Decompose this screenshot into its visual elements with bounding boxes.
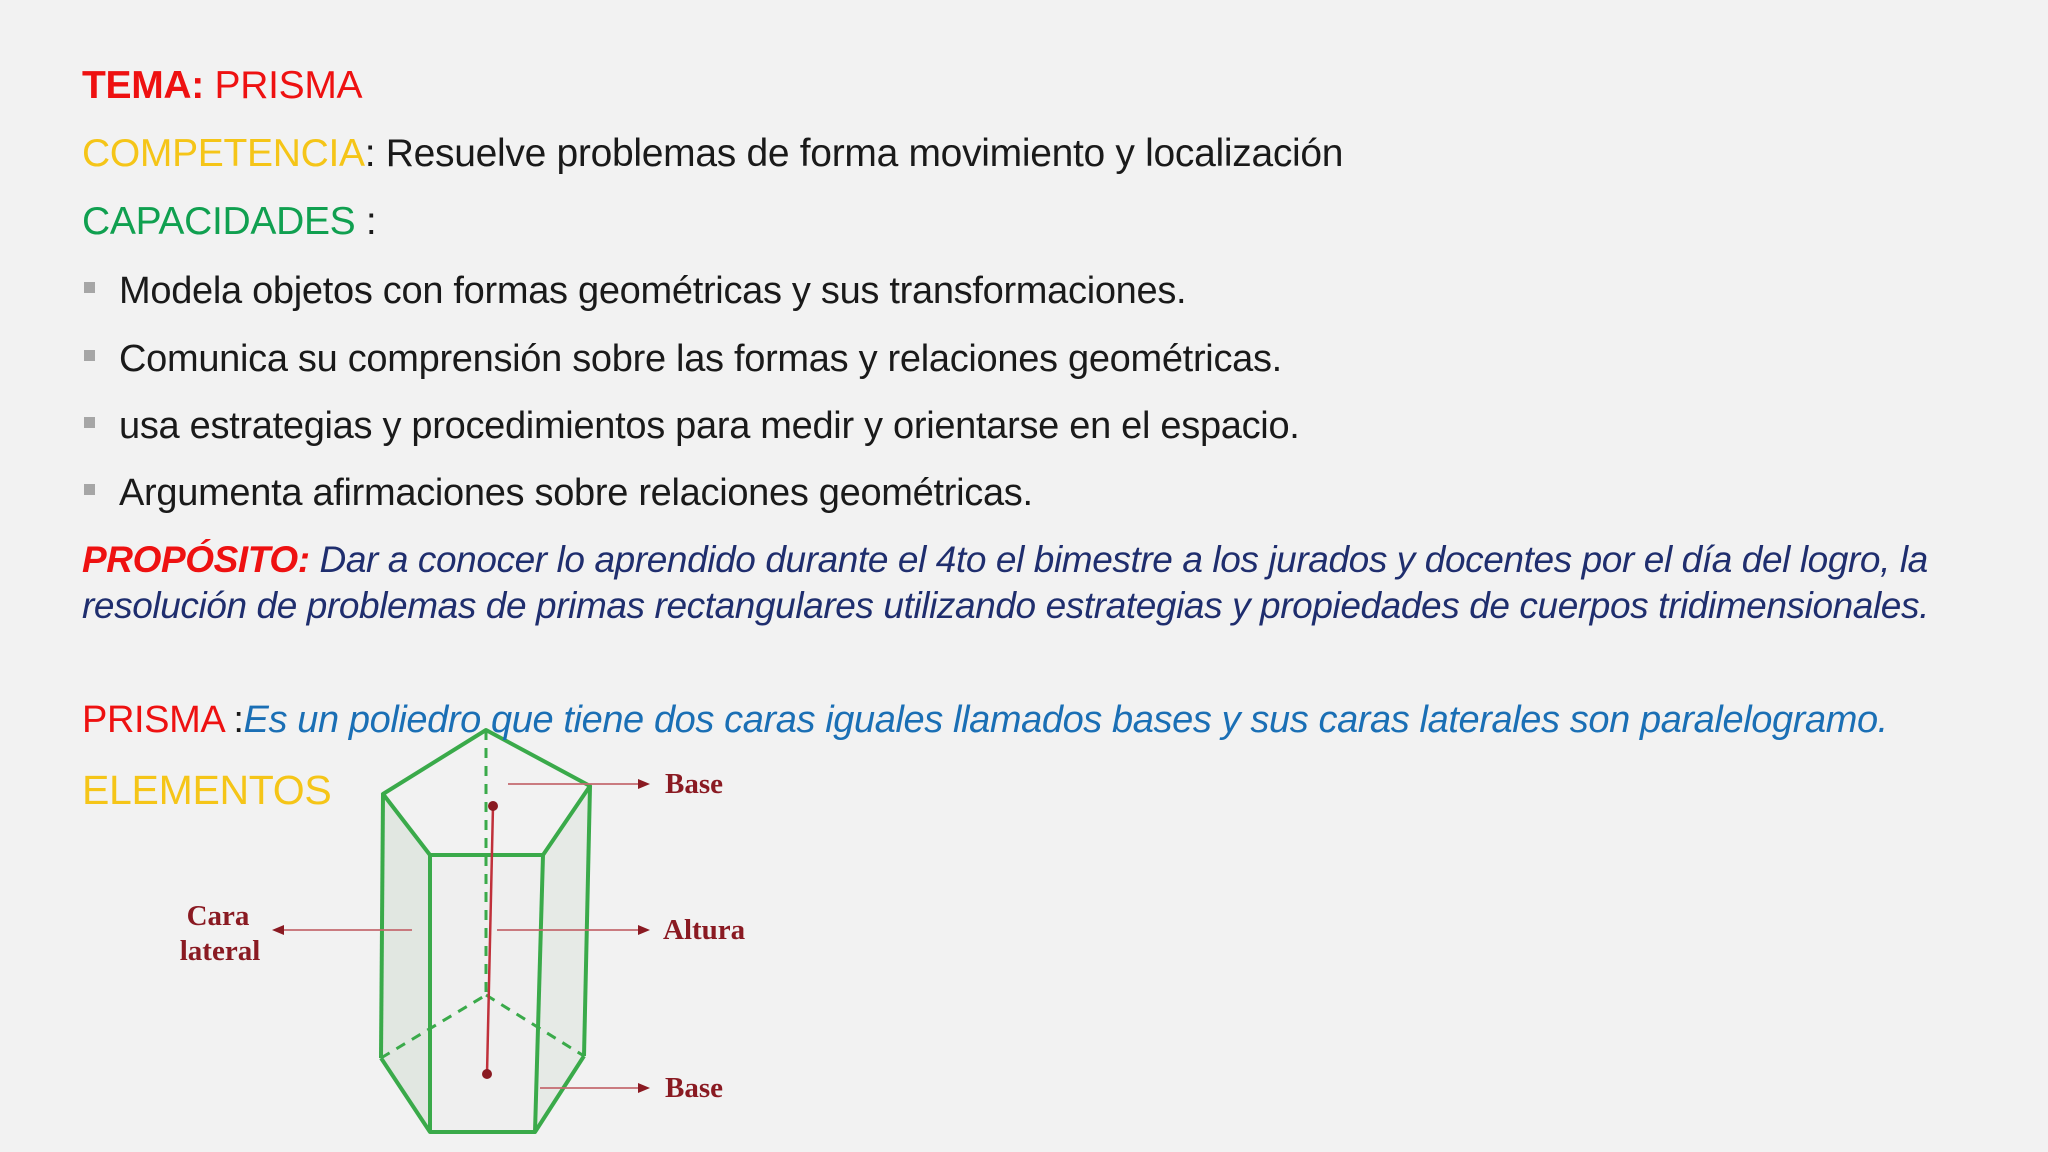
- proposito-paragraph: [82, 537, 1982, 629]
- competencia-label: COMPETENCIA: [82, 132, 365, 175]
- label-base-bottom: Base: [665, 1072, 723, 1104]
- tema-label: TEMA:: [82, 64, 204, 107]
- capacidad-text: usa estrategias y procedimientos para medir y orientarse en el espacio.: [119, 405, 1300, 447]
- right-face-shade: [535, 786, 590, 1132]
- prisma-definition-line: [82, 697, 1888, 743]
- arrow-right-icon: [638, 925, 650, 935]
- arrow-right-icon: [638, 1083, 650, 1093]
- capacidad-item-2: [82, 336, 1282, 382]
- proposito-label: PROPÓSITO:: [82, 539, 310, 580]
- capacidad-text: Argumenta afirmaciones sobre relaciones geométricas.: [119, 472, 1033, 514]
- square-bullet-icon: [84, 282, 95, 293]
- capacidades-label: CAPACIDADES: [82, 200, 356, 243]
- square-bullet-icon: [84, 484, 95, 495]
- capacidad-text: Modela objetos con formas geométricas y sus transformaciones.: [119, 270, 1187, 312]
- tema-line: [82, 63, 362, 109]
- height-bottom-dot: [482, 1069, 492, 1079]
- capacidades-suffix: :: [355, 200, 377, 243]
- capacidad-item-1: [82, 268, 1186, 314]
- tema-value: PRISMA: [203, 64, 363, 107]
- capacidad-item-4: [82, 470, 1033, 516]
- height-top-dot: [488, 801, 498, 811]
- competencia-line: [82, 131, 1343, 177]
- competencia-value: : Resuelve problemas de forma movimiento y localización: [364, 132, 1344, 175]
- edge-left: [381, 794, 383, 1058]
- prisma-label: PRISMA: [82, 699, 224, 741]
- capacidad-item-3: [82, 403, 1300, 449]
- arrow-right-icon: [638, 779, 650, 789]
- label-base-top: Base: [665, 768, 723, 800]
- square-bullet-icon: [84, 417, 95, 428]
- arrow-left-icon: [272, 925, 284, 935]
- label-cara: Cara: [186, 900, 250, 932]
- capacidad-text: Comunica su comprensión sobre las formas y relaciones geométricas.: [119, 338, 1282, 380]
- square-bullet-icon: [84, 350, 95, 361]
- label-lateral: lateral: [179, 935, 261, 967]
- label-altura: Altura: [663, 914, 746, 946]
- elementos-heading: ELEMENTOS: [82, 767, 332, 813]
- prisma-definition: Es un poliedro que tiene dos caras iguales llamados bases y sus caras laterales son paralelogramo.: [243, 699, 1888, 741]
- capacidades-line: [82, 199, 376, 245]
- prisma-colon: :: [223, 699, 244, 741]
- proposito-text: Dar a conocer lo aprendido durante el 4to el bimestre a los jurados y docentes por el día del logro, la resolución de problemas de primas rectangulares utilizando estrategias y propiedades de cuerpos tridimensionales.: [82, 539, 1929, 626]
